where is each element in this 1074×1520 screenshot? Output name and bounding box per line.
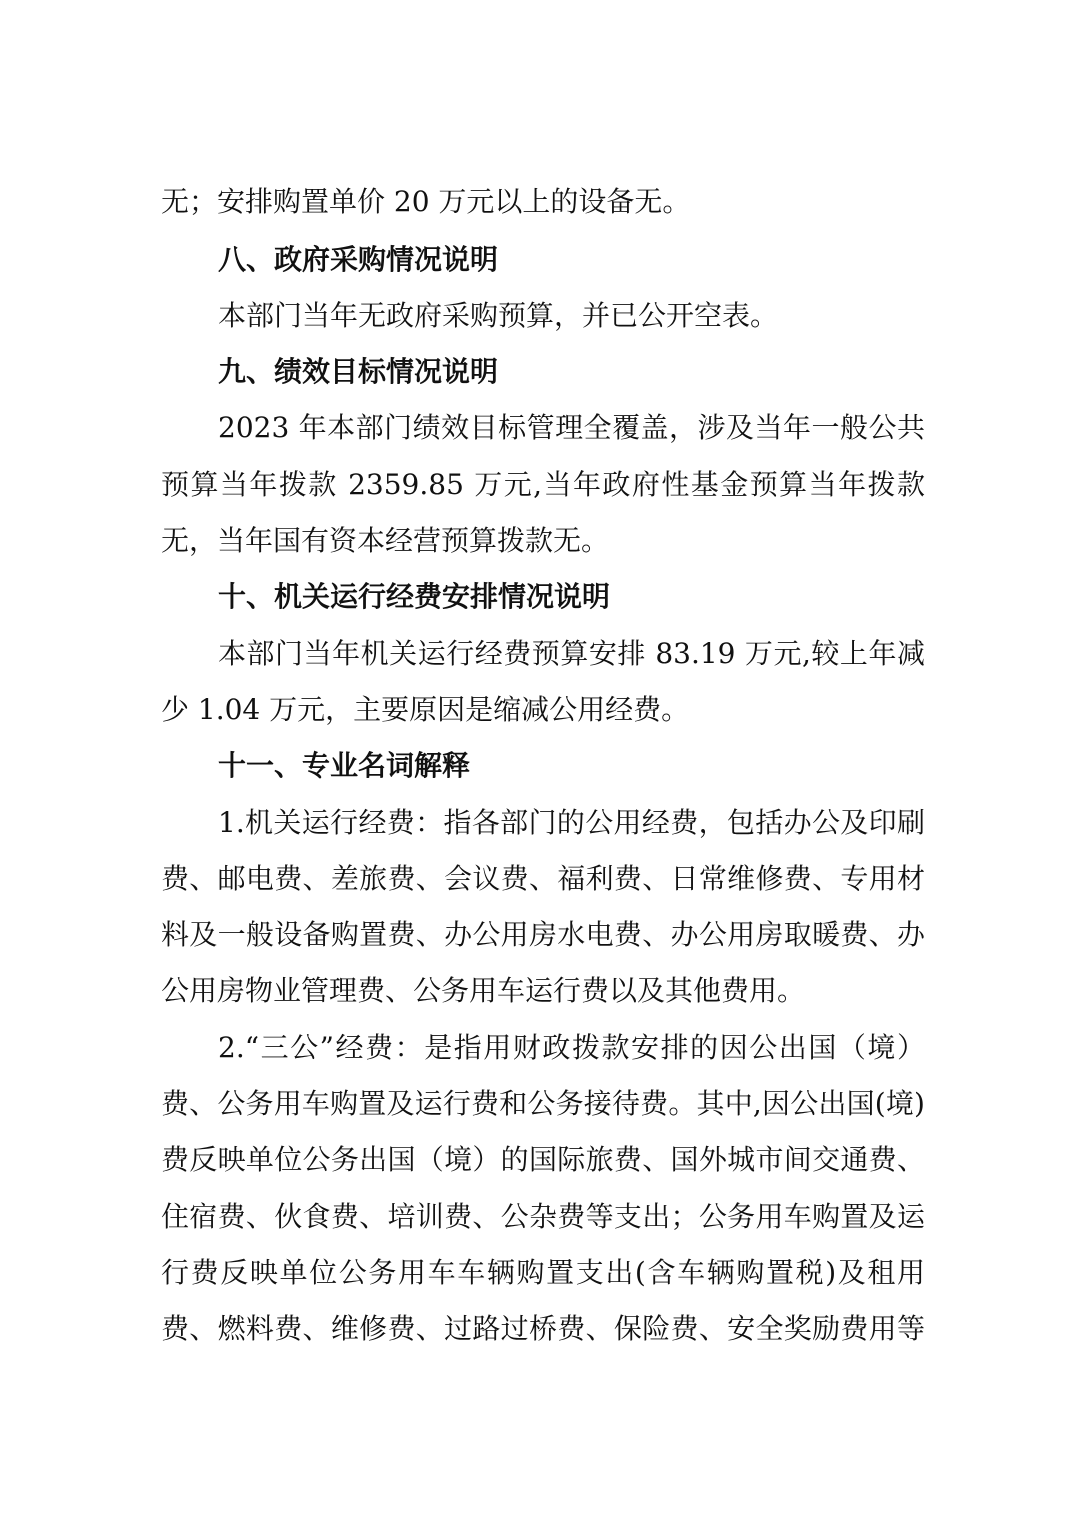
paragraph-line: 行费反映单位公务用车车辆购置支出(含车辆购置税)及租用 <box>161 1256 925 1289</box>
paragraph-line: 料及一般设备购置费、办公用房水电费、办公用房取暖费、办 <box>161 918 925 951</box>
paragraph-line: 本部门当年无政府采购预算，并已公开空表。 <box>218 299 779 332</box>
paragraph-line: 费、公务用车购置及运行费和公务接待费。其中,因公出国(境) <box>161 1087 925 1120</box>
paragraph-line: 1.机关运行经费：指各部门的公用经费，包括办公及印刷 <box>218 806 925 839</box>
section-heading-9: 九、绩效目标情况说明 <box>218 355 499 388</box>
paragraph-line: 费、燃料费、维修费、过路过桥费、保险费、安全奖励费用等 <box>161 1312 925 1345</box>
section-heading-11: 十一、专业名词解释 <box>218 749 471 782</box>
paragraph-line: 费反映单位公务出国（境）的国际旅费、国外城市间交通费、 <box>161 1143 925 1176</box>
paragraph-line: 2.“三公”经费：是指用财政拨款安排的因公出国（境） <box>218 1031 925 1064</box>
paragraph-line: 少 1.04 万元，主要原因是缩减公用经费。 <box>161 693 690 726</box>
paragraph-line: 本部门当年机关运行经费预算安排 83.19 万元,较上年减 <box>218 637 925 670</box>
section-heading-10: 十、机关运行经费安排情况说明 <box>218 580 611 613</box>
paragraph-line: 预算当年拨款 2359.85 万元,当年政府性基金预算当年拨款 <box>161 468 925 501</box>
paragraph-line: 住宿费、伙食费、培训费、公杂费等支出；公务用车购置及运 <box>161 1200 925 1233</box>
paragraph-line: 无，当年国有资本经营预算拨款无。 <box>161 524 610 557</box>
paragraph-line: 公用房物业管理费、公务用车运行费以及其他费用。 <box>161 974 806 1007</box>
paragraph-line: 费、邮电费、差旅费、会议费、福利费、日常维修费、专用材 <box>161 862 925 895</box>
paragraph-line: 无；安排购置单价 20 万元以上的设备无。 <box>161 185 691 218</box>
section-heading-8: 八、政府采购情况说明 <box>218 243 499 276</box>
paragraph-line: 2023 年本部门绩效目标管理全覆盖，涉及当年一般公共 <box>218 411 925 444</box>
